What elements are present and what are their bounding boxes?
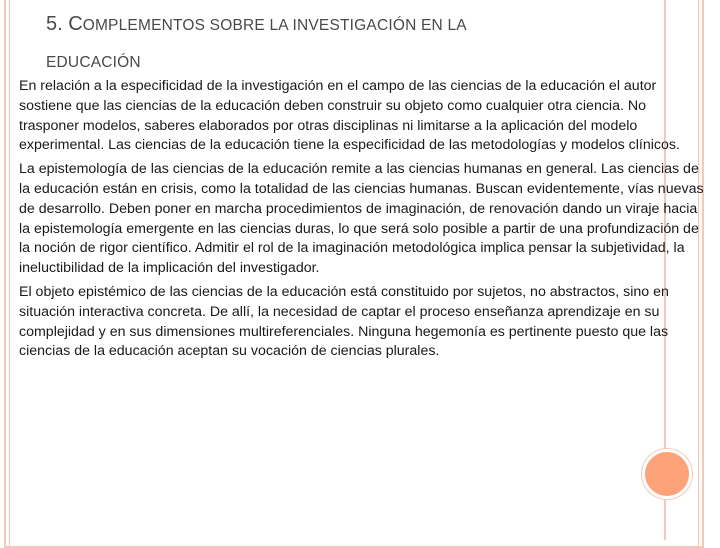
decorative-circle [642, 449, 692, 499]
paragraph-2: La epistemología de las ciencias de la educación remite a las ciencias humanas en general. Las ciencias de la educación están en crisis, como la totalidad de las ciencias humanas. Buscan evidentemente, vías nuevas de desarrollo. Deben poner en marcha procedimientos de imaginación, de renovación dando un viraje hacia la epistemología emergente en las ciencias duras, lo que será solo posible a partir de una profundización de la noción de rigor científico. Admitir el rol de la imaginación metodológica implica pensar la subjetividad, la ineluctibilidad de la implicación del investigador. [19, 161, 704, 277]
paragraph-1: En relación a la especificidad de la investigación en el campo de las ciencias de la educación el autor sostiene que las ciencias de la educación deben construir su objeto como cualquier otra ciencia. No trasponer modelos, saberes elaborados por otras disciplinas ni limitarse a la aplicación del modelo experimental. Las ciencias de la educación tiene la especificidad de las metodologías y modelos clínicos. [19, 78, 680, 154]
slide-body [19, 77, 709, 366]
slide-title [46, 4, 646, 78]
title-line1-rest: OMPLEMENTOS SOBRE LA INVESTIGACIÓN EN LA [82, 17, 467, 34]
title-line2: EDUCACIÓN [46, 54, 141, 71]
paragraph-3: El objeto epistémico de las ciencias de la educación está constituido por sujetos, no abstractos, sino en situación interactiva concreta. De allí, la necesidad de captar el proceso enseñanza aprendizaje en su complejidad y en sus dimensiones multireferenciales. Ninguna hegemonía es pertinente puesto que las ciencias de la educación aceptan su vocación de ciencias plurales. [19, 283, 669, 360]
title-number-cap: 5. C [46, 13, 83, 35]
